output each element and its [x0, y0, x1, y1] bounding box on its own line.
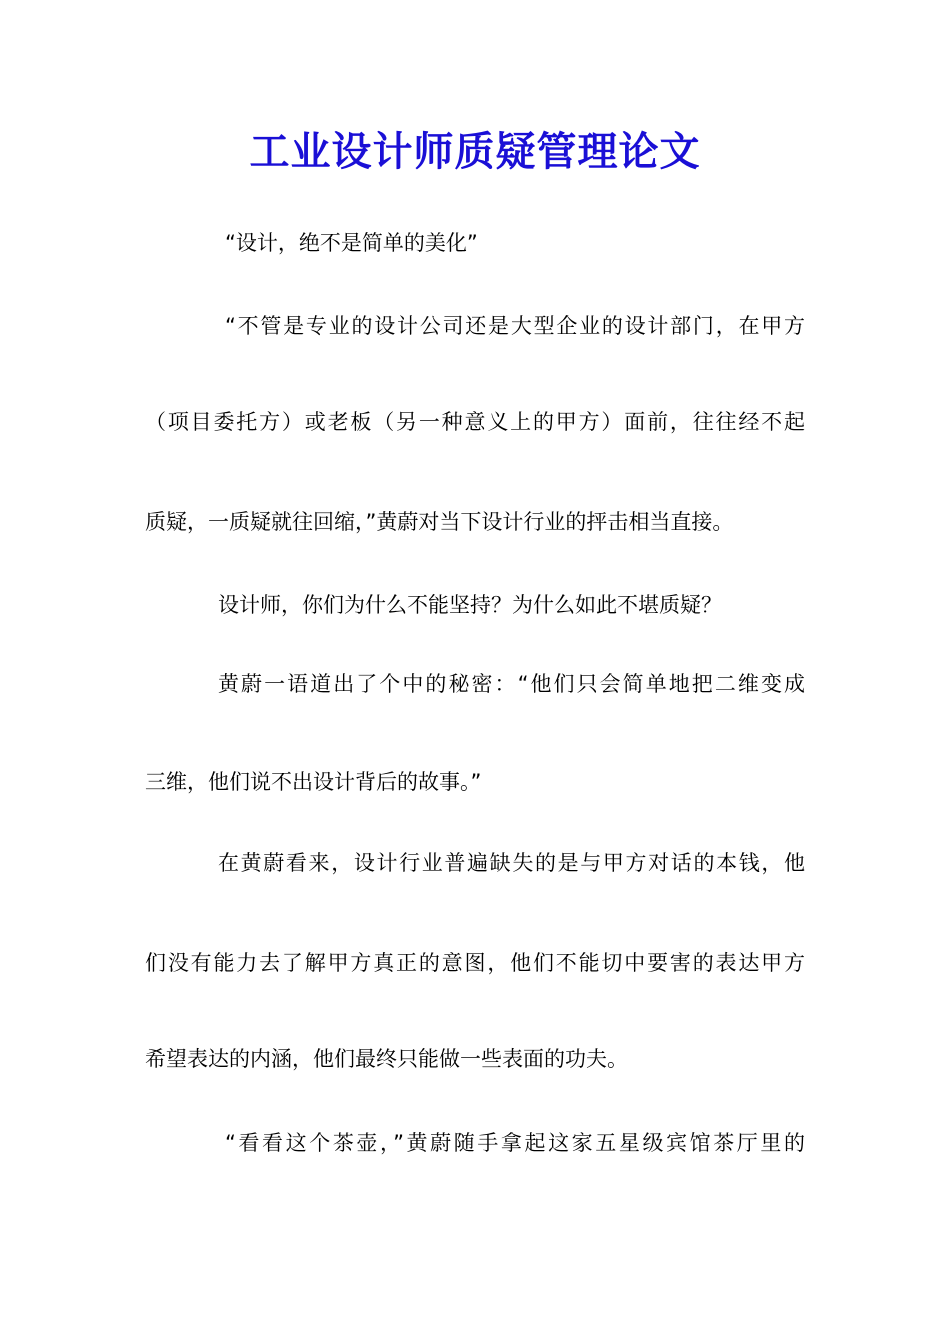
paragraph-line: 三维，他们说不出设计背后的故事。”	[145, 770, 482, 794]
paragraph-line: “设计，绝不是简单的美化”	[225, 231, 478, 255]
paragraph-line: 设计师，你们为什么不能坚持？为什么如此不堪质疑？	[218, 593, 722, 617]
paragraph-line: “不管是专业的设计公司还是大型企业的设计部门，在甲方	[225, 314, 805, 338]
paragraph-line: 希望表达的内涵，他们最终只能做一些表面的功夫。	[145, 1047, 628, 1071]
paragraph-line: 黄蔚一语道出了个中的秘密：“他们只会简单地把二维变成	[218, 672, 805, 696]
document-title: 工业设计师质疑管理论文	[249, 128, 701, 175]
paragraph-line: 在黄蔚看来，设计行业普遍缺失的是与甲方对话的本钱，他	[218, 851, 805, 875]
paragraph-line: 们没有能力去了解甲方真正的意图，他们不能切中要害的表达甲方	[145, 951, 805, 975]
paragraph-line: “看看这个茶壶，”黄蔚随手拿起这家五星级宾馆茶厅里的	[225, 1131, 805, 1155]
paragraph-line: 质疑，一质疑就往回缩，”黄蔚对当下设计行业的抨击相当直接。	[145, 510, 734, 534]
paragraph-line: （项目委托方）或老板（另一种意义上的甲方）面前，往往经不起	[145, 410, 805, 434]
